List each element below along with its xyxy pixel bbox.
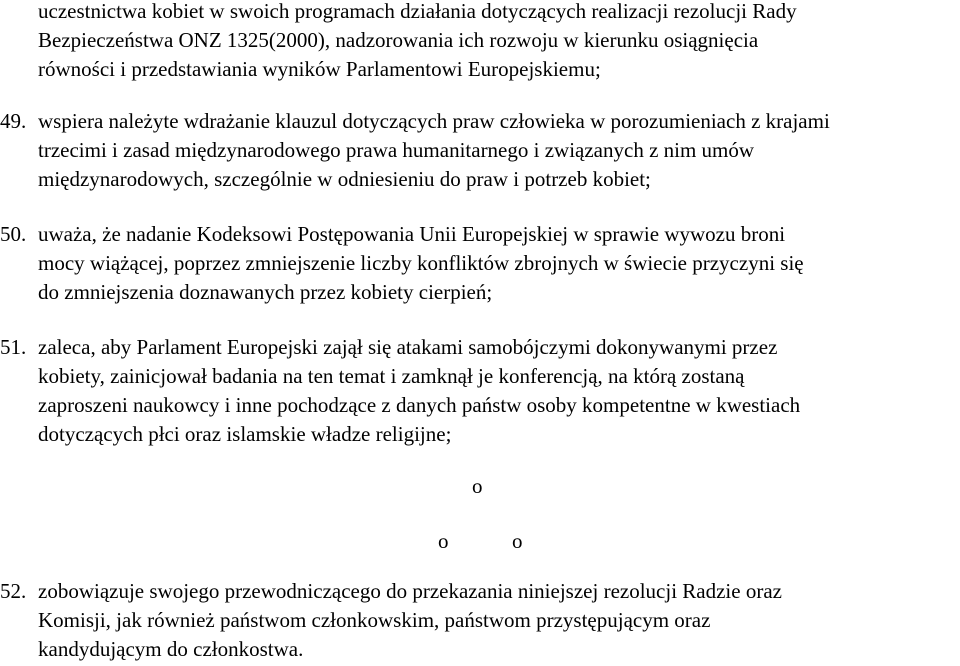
separator-mark: o [512,529,523,553]
paragraph-number: 51. [0,335,27,359]
paragraph-line: zaleca, aby Parlament Europejski zajął się atakami samobójczymi dokonywanymi przez [38,335,778,359]
paragraph-number: 52. [0,579,27,603]
paragraph-line: dotyczących płci oraz islamskie władze religijne; [38,422,452,446]
paragraph-line: międzynarodowych, szczególnie w odniesieniu do praw i potrzeb kobiet; [38,167,651,191]
paragraph-line: Komisji, jak również państwom członkowskim, państwom przystępującym oraz [38,608,711,632]
paragraph-51 [0,333,801,449]
paragraph-line: zaproszeni naukowcy i inne pochodzące z danych państw osoby kompetentne w kwestiach [38,393,801,417]
separator-mark: o [438,529,449,553]
paragraph-number: 50. [0,222,27,246]
paragraph-line: uczestnictwa kobiet w swoich programach działania dotyczących realizacji rezolucji Rady [38,0,797,23]
paragraph-line: Bezpieczeństwa ONZ 1325(2000), nadzorowania ich rozwoju w kierunku osiągnięcia [38,28,759,52]
paragraph-line: zobowiązuje swojego przewodniczącego do przekazania niniejszej rezolucji Radzie oraz [38,579,782,603]
paragraph-52 [0,577,782,664]
paragraph-line: do zmniejszenia doznawanych przez kobiety cierpień; [38,280,493,304]
paragraph-49 [0,107,830,194]
paragraph-line: równości i przedstawiania wyników Parlamentowi Europejskiemu; [38,57,601,81]
paragraph-line: kandydującym do członkostwa. [38,637,304,661]
paragraph-50 [0,220,804,307]
paragraph-line: kobiety, zainicjował badania na ten temat i zamknął je konferencją, na którą zostaną [38,364,745,388]
separator-mark: o [472,474,483,498]
paragraph-line: wspiera należyte wdrażanie klauzul dotyczących praw człowieka w porozumieniach z krajami [38,109,830,133]
paragraph-line: trzecimi i zasad międzynarodowego prawa humanitarnego i związanych z nim umów [38,138,755,162]
paragraph-line: uważa, że nadanie Kodeksowi Postępowania Unii Europejskiej w sprawie wywozu broni [38,222,786,246]
paragraph-line: mocy wiążącej, poprzez zmniejszenie liczby konfliktów zbrojnych w świecie przyczyni się [38,251,804,275]
continued-paragraph [38,0,797,84]
paragraph-number: 49. [0,109,27,133]
